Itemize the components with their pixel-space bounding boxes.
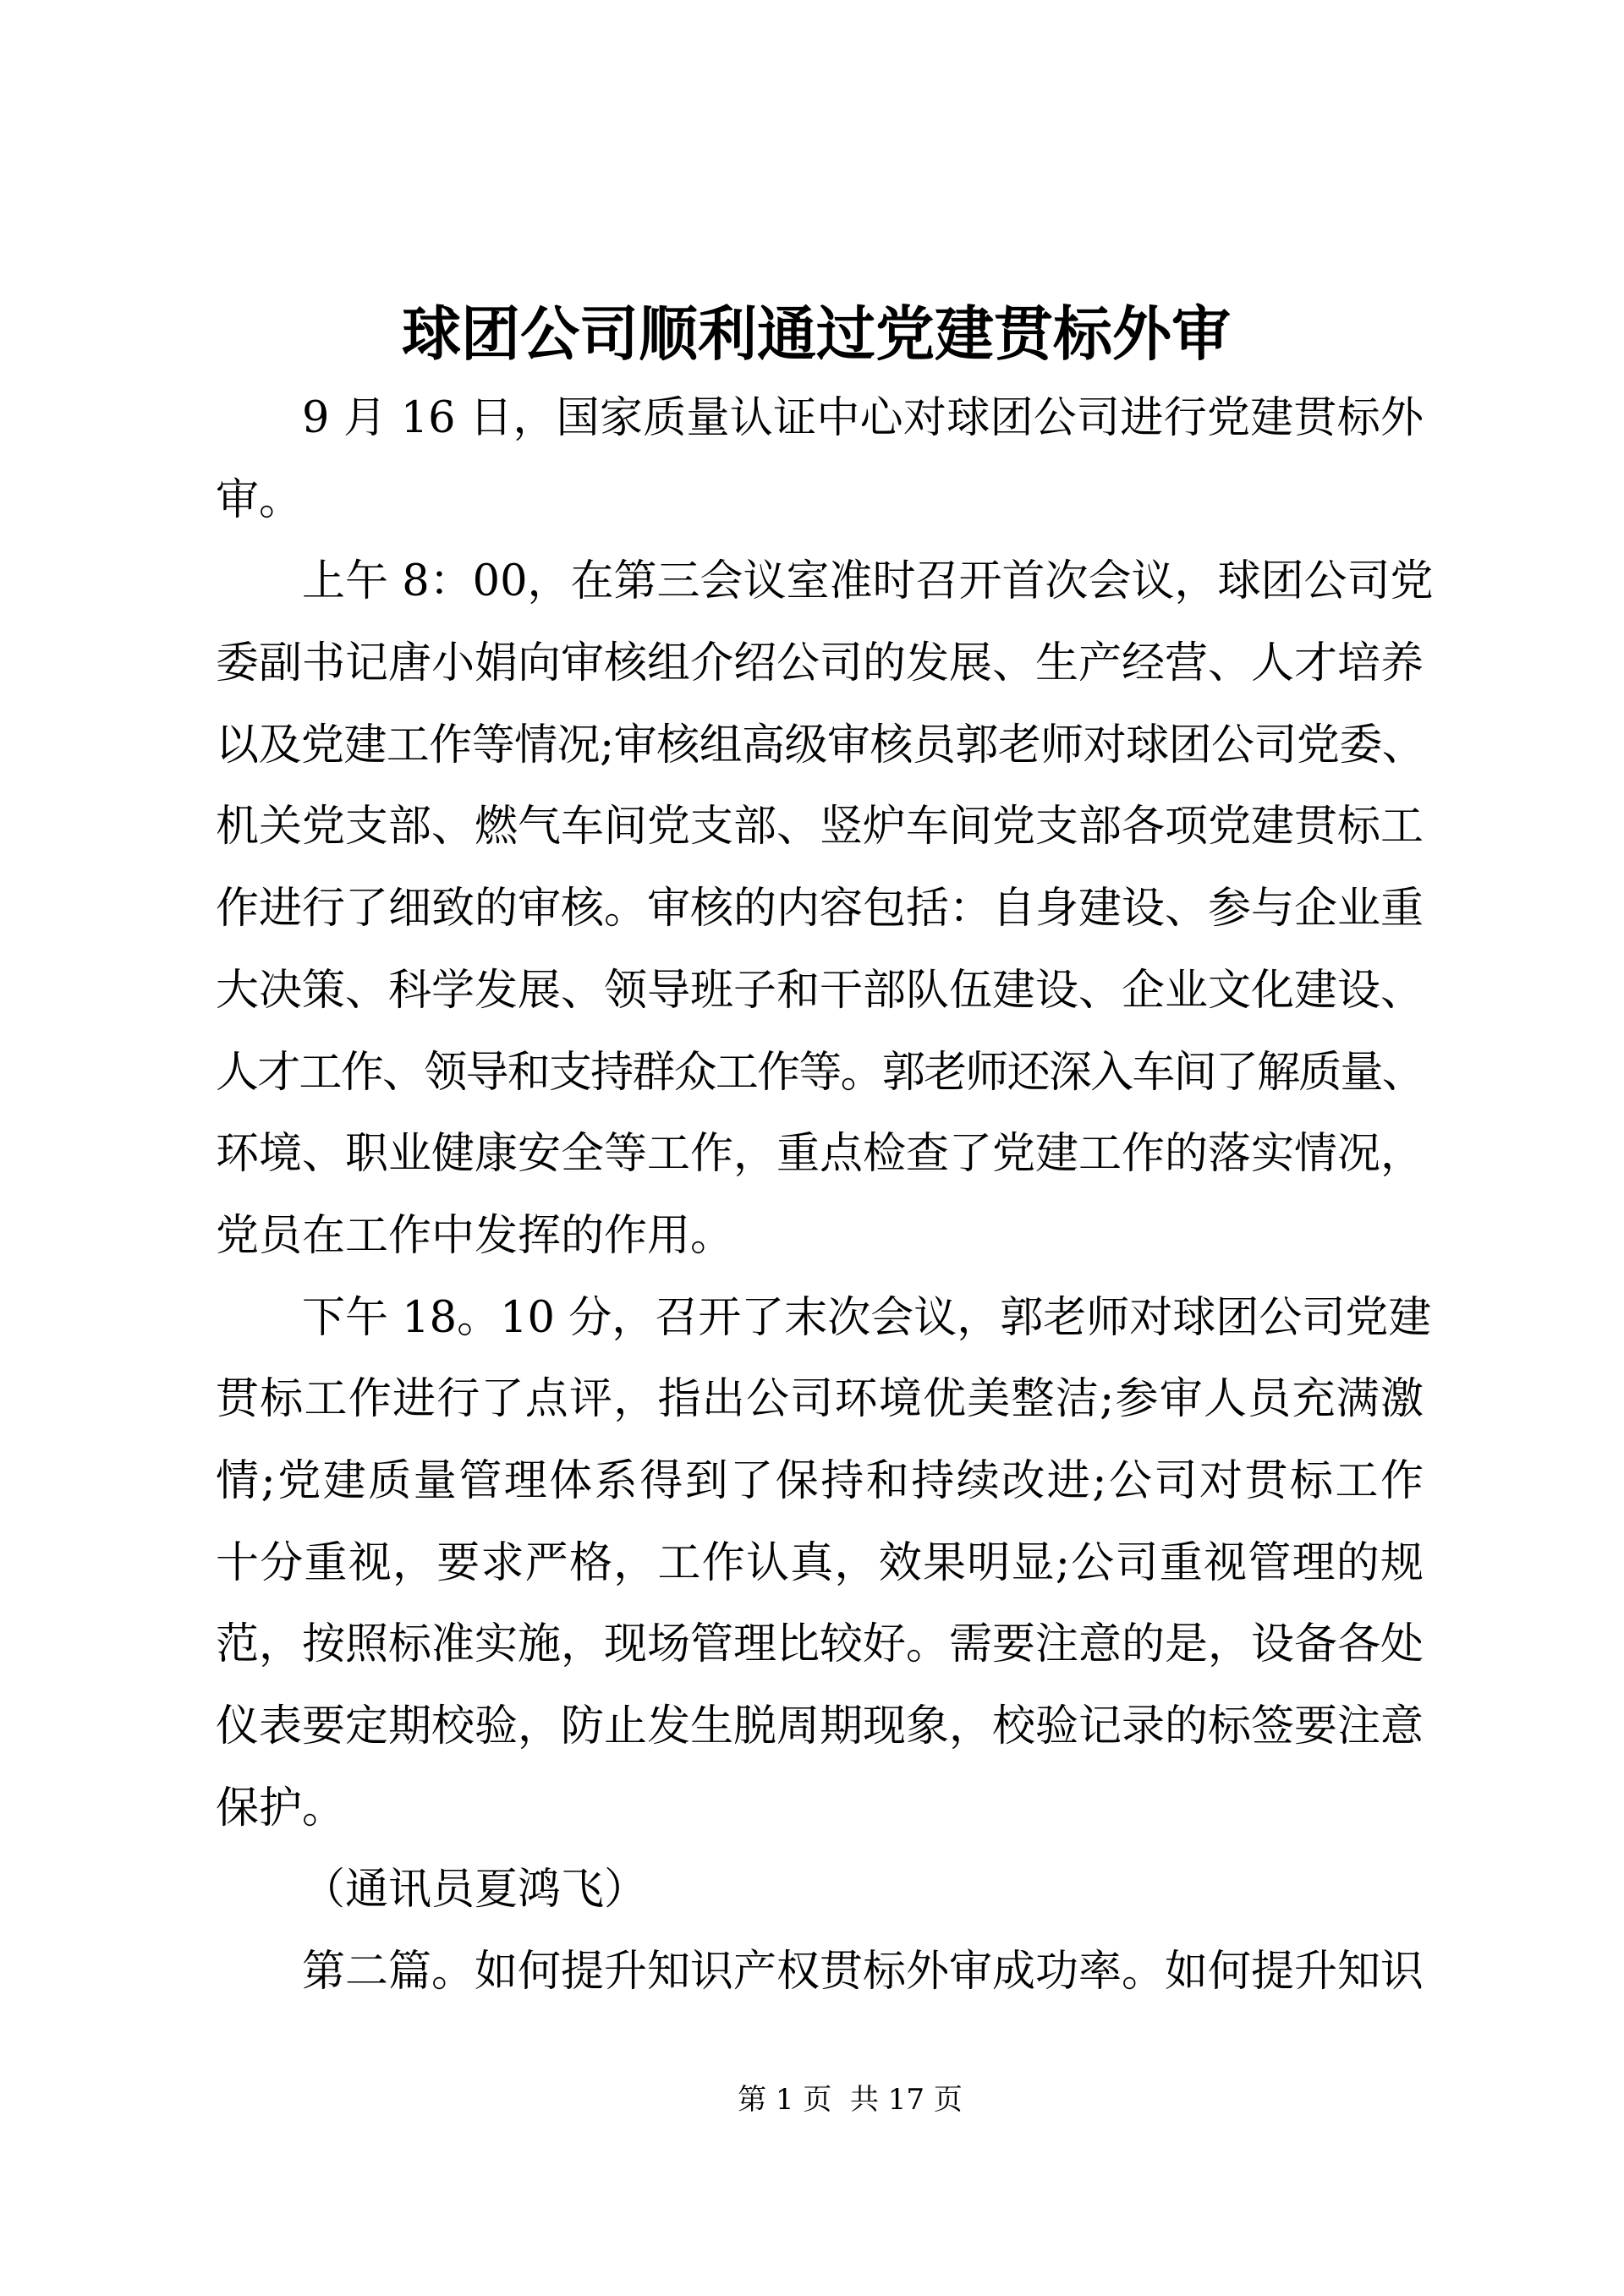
paragraph	[216, 1849, 1424, 1932]
paragraph	[216, 1278, 1432, 1850]
text-line: 审。	[216, 474, 303, 525]
text-line: 贯标工作进行了点评，指出公司环境优美整洁;参审人员充满激	[216, 1374, 1424, 1425]
paragraph	[216, 1932, 1424, 2014]
page-number: 第 1 页 共 17 页	[738, 2083, 963, 2117]
paragraph	[216, 541, 1434, 1277]
text-line: 大决策、科学发展、领导班子和干部队伍建设、企业文化建设、	[216, 965, 1424, 1016]
text-line: 下午 18。10 分，召开了末次会议，郭老师对球团公司党建	[302, 1292, 1432, 1343]
text-line: 作进行了细致的审核。审核的内容包括：自身建设、参与企业重	[216, 884, 1424, 934]
text-line: 党员在工作中发挥的作用。	[216, 1210, 734, 1261]
document-body	[216, 378, 1434, 2014]
paragraph	[216, 378, 1424, 541]
text-line: 环境、职业健康安全等工作，重点检查了党建工作的落实情况，	[216, 1129, 1424, 1180]
document-title: 球团公司顺利通过党建贯标外审	[402, 299, 1231, 369]
text-line: 十分重视，要求严格，工作认真，效果明显;公司重视管理的规	[216, 1537, 1424, 1588]
text-line: 以及党建工作等情况;审核组高级审核员郭老师对球团公司党委、	[216, 720, 1424, 770]
text-line: 保护。	[216, 1783, 346, 1833]
text-line: 范，按照标准实施，现场管理比较好。需要注意的是，设备各处	[216, 1619, 1424, 1670]
text-line: 上午 8：00，在第三会议室准时召开首次会议，球团公司党	[302, 556, 1434, 607]
text-line: 9 月 16 日，国家质量认证中心对球团公司进行党建贯标外	[302, 393, 1424, 443]
reporter-credit: （通讯员夏鸿飞）	[302, 1865, 648, 1915]
text-line: 机关党支部、燃气车间党支部、竖炉车间党支部各项党建贯标工	[216, 802, 1424, 852]
text-line: 委副书记唐小娟向审核组介绍公司的发展、生产经营、人才培养	[216, 638, 1424, 689]
text-line: 仪表要定期校验，防止发生脱周期现象，校验记录的标签要注意	[216, 1701, 1424, 1751]
text-line: 情;党建质量管理体系得到了保持和持续改进;公司对贯标工作	[216, 1455, 1424, 1506]
text-line: 人才工作、领导和支持群众工作等。郭老师还深入车间了解质量、	[216, 1047, 1424, 1098]
text-line: 第二篇。如何提升知识产权贯标外审成功率。如何提升知识	[302, 1947, 1424, 1997]
